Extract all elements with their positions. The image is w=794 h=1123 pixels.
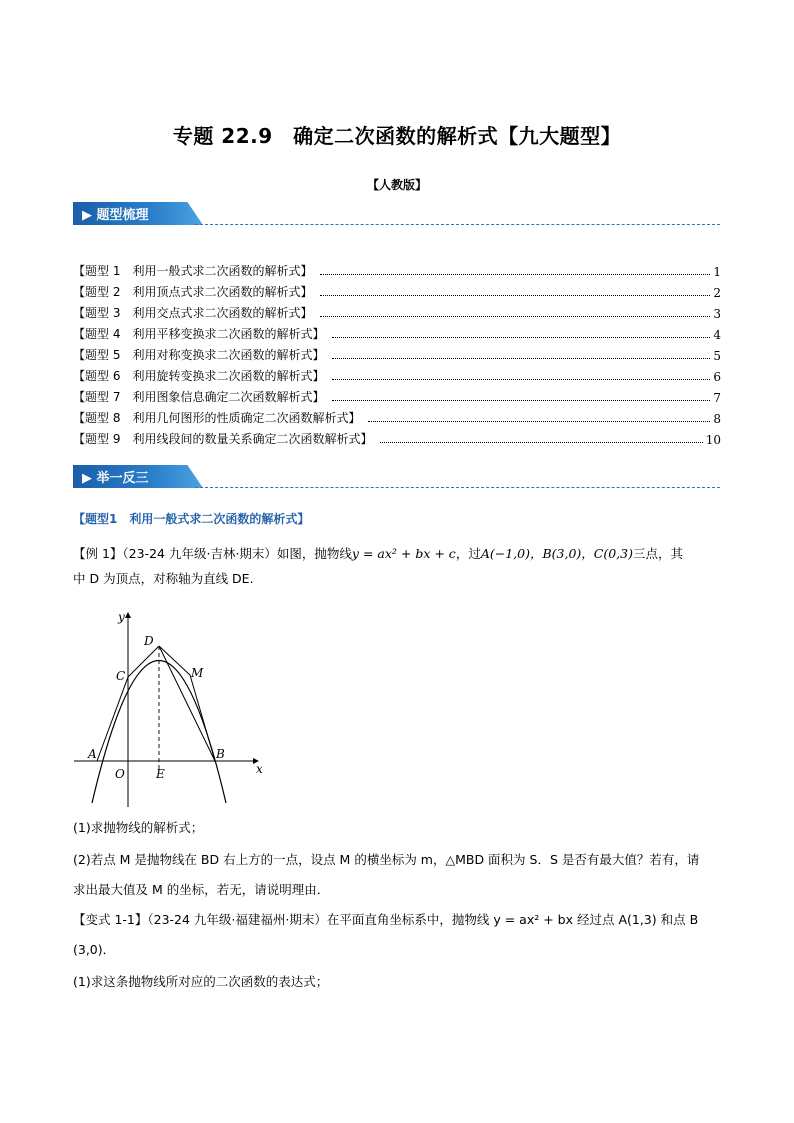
toc-row[interactable] [73,384,721,405]
label-y: y [118,610,125,624]
toc-leader [332,400,710,401]
variant-question-1: (1)求这条抛物线所对应的二次函数的表达式； [73,974,329,989]
segment-ac [97,677,128,761]
toc-label: 【题型 9 利用线段间的数量关系确定二次函数解析式】 [73,432,373,446]
toc-row[interactable] [73,258,721,279]
example-1 [73,541,723,591]
toc-leader [368,421,710,422]
question-1: (1)求抛物线的解析式； [73,820,204,835]
label-b: B [216,747,225,761]
toc-page: 6 [713,370,721,384]
toc-row[interactable] [73,342,721,363]
example-line-1 [73,541,723,566]
toc-label: 【题型 1 利用一般式求二次函数的解析式】 [73,264,313,278]
toc-leader [332,337,710,338]
banner-divider [195,487,720,488]
toc-leader [332,379,710,380]
label-c: C [116,669,126,683]
toc-page: 5 [713,349,721,363]
toc-page: 8 [713,412,721,426]
question-2-line-1: (2)若点 M 是抛物线在 BD 右上方的一点，设点 M 的横坐标为 m，△MBD 面积为 S．S 是否有最大值？若有，请 [73,852,700,867]
toc-label: 【题型 2 利用顶点式求二次函数的解析式】 [73,285,313,299]
label-x: x [256,762,263,776]
toc-label: 【题型 5 利用对称变换求二次函数的解析式】 [73,348,325,362]
toc-label: 【题型 3 利用交点式求二次函数的解析式】 [73,306,313,320]
label-m: M [191,666,204,680]
example-line-2: 中 D 为顶点，对称轴为直线 DE. [73,571,254,586]
toc-row[interactable] [73,300,721,321]
type1-heading: 【题型1 利用一般式求二次函数的解析式】 [73,512,310,526]
label-e: E [156,767,165,781]
label-a: A [88,747,97,761]
section-banner-outline [73,202,203,225]
example-suffix: 三点，其 [632,546,683,561]
toc-label: 【题型 4 利用平移变换求二次函数的解析式】 [73,327,325,341]
toc-page: 1 [713,265,721,279]
toc-leader [332,358,710,359]
toc-page: 3 [713,307,721,321]
variant-line-1: 【变式 1-1】（23-24 九年级·福建福州·期末）在平面直角坐标系中，抛物线 y = ax² + bx 经过点 A(1,3) 和点 B [73,912,699,927]
section-banner-outline [73,465,203,488]
toc-label: 【题型 7 利用图象信息确定二次函数解析式】 [73,390,325,404]
toc-row[interactable] [73,426,721,447]
example-prefix: 【例 1】（23-24 九年级·吉林·期末）如图，抛物线 [73,546,352,561]
toc-page: 4 [713,328,721,342]
toc-leader [320,316,710,317]
edition-label: 【人教版】 [366,178,427,192]
label-d: D [144,634,154,648]
toc-leader [380,442,702,443]
section-label: ▶ 举一反三 [82,471,149,486]
banner-divider [195,224,720,225]
table-of-contents [73,258,721,447]
example-points: A(−1,0)，B(3,0)，C(0,3) [480,546,633,561]
toc-label: 【题型 6 利用旋转变换求二次函数的解析式】 [73,369,325,383]
toc-row[interactable] [73,363,721,384]
toc-row[interactable] [73,405,721,426]
variant-line-2: (3,0)． [73,942,116,957]
toc-label: 【题型 8 利用几何图形的性质确定二次函数解析式】 [73,411,361,425]
segment-bd [159,646,215,761]
toc-row[interactable] [73,279,721,300]
example-equation: y = ax² + bx + c [351,546,456,561]
toc-page: 7 [713,391,721,405]
label-o: O [115,767,125,781]
parabola-figure [70,607,270,809]
toc-leader [320,274,710,275]
question-block [73,815,723,994]
toc-page: 2 [713,286,721,300]
question-2-line-2: 求出最大值及 M 的坐标，若无，请说明理由． [73,882,330,897]
page-title: 专题 22.9 确定二次函数的解析式【九大题型】 [172,124,622,148]
toc-page: 10 [705,433,721,447]
toc-leader [320,295,710,296]
toc-row[interactable] [73,321,721,342]
section-label: ▶ 题型梳理 [82,208,149,223]
example-mid: ，过 [455,546,481,561]
